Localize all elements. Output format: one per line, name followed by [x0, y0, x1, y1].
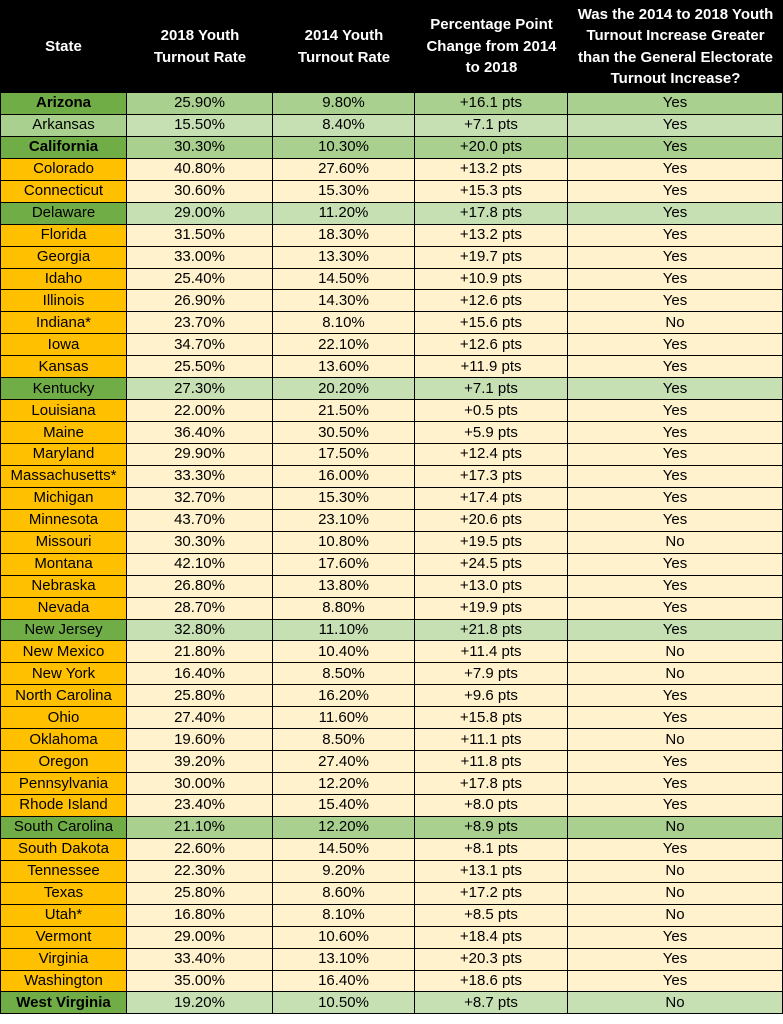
point-change-cell: +15.3 pts [415, 181, 568, 203]
youth-turnout-2018-cell: 39.20% [127, 751, 273, 773]
youth-turnout-2018-cell: 26.80% [127, 576, 273, 598]
greater-increase-cell: Yes [568, 159, 783, 181]
youth-turnout-2018-cell: 36.40% [127, 422, 273, 444]
greater-increase-cell: Yes [568, 795, 783, 817]
youth-turnout-2018-cell: 22.30% [127, 861, 273, 883]
youth-turnout-2014-cell: 14.30% [273, 290, 415, 312]
point-change-cell: +24.5 pts [415, 554, 568, 576]
youth-turnout-2014-cell: 11.60% [273, 707, 415, 729]
greater-increase-cell: Yes [568, 247, 783, 269]
youth-turnout-2014-cell: 15.30% [273, 181, 415, 203]
youth-turnout-2018-cell: 19.20% [127, 992, 273, 1014]
greater-increase-cell: Yes [568, 444, 783, 466]
youth-turnout-2018-cell: 29.00% [127, 203, 273, 225]
youth-turnout-2014-cell: 8.50% [273, 663, 415, 685]
youth-turnout-2014-cell: 23.10% [273, 510, 415, 532]
state-name-cell: Kansas [0, 356, 127, 378]
youth-turnout-2018-cell: 25.80% [127, 883, 273, 905]
state-name-cell: Kentucky [0, 378, 127, 400]
column-header-state: State [0, 0, 127, 93]
greater-increase-cell: Yes [568, 400, 783, 422]
state-name-cell: North Carolina [0, 685, 127, 707]
greater-increase-cell: No [568, 861, 783, 883]
greater-increase-cell: Yes [568, 290, 783, 312]
youth-turnout-2014-cell: 15.40% [273, 795, 415, 817]
youth-turnout-2014-cell: 20.20% [273, 378, 415, 400]
youth-turnout-2014-cell: 10.50% [273, 992, 415, 1014]
youth-turnout-2018-cell: 33.00% [127, 247, 273, 269]
youth-turnout-2014-cell: 22.10% [273, 334, 415, 356]
greater-increase-cell: Yes [568, 181, 783, 203]
youth-turnout-2018-cell: 16.80% [127, 905, 273, 927]
state-name-cell: New Mexico [0, 641, 127, 663]
greater-increase-cell: Yes [568, 707, 783, 729]
youth-turnout-2014-cell: 17.60% [273, 554, 415, 576]
greater-increase-cell: Yes [568, 225, 783, 247]
greater-increase-cell: No [568, 641, 783, 663]
youth-turnout-2014-cell: 17.50% [273, 444, 415, 466]
greater-increase-cell: Yes [568, 269, 783, 291]
youth-turnout-2018-cell: 32.70% [127, 488, 273, 510]
point-change-cell: +20.3 pts [415, 949, 568, 971]
state-name-cell: Pennsylvania [0, 773, 127, 795]
greater-increase-cell: Yes [568, 334, 783, 356]
state-name-cell: Oklahoma [0, 729, 127, 751]
point-change-cell: +0.5 pts [415, 400, 568, 422]
youth-turnout-2018-cell: 40.80% [127, 159, 273, 181]
point-change-cell: +13.2 pts [415, 159, 568, 181]
youth-turnout-2014-cell: 9.80% [273, 93, 415, 115]
youth-turnout-2018-cell: 27.30% [127, 378, 273, 400]
state-name-cell: Minnesota [0, 510, 127, 532]
greater-increase-cell: Yes [568, 576, 783, 598]
point-change-cell: +15.6 pts [415, 312, 568, 334]
youth-turnout-2018-cell: 25.80% [127, 685, 273, 707]
youth-turnout-2018-cell: 15.50% [127, 115, 273, 137]
greater-increase-cell: Yes [568, 685, 783, 707]
youth-turnout-2018-cell: 16.40% [127, 663, 273, 685]
state-name-cell: Connecticut [0, 181, 127, 203]
youth-turnout-2018-cell: 33.30% [127, 466, 273, 488]
point-change-cell: +17.2 pts [415, 883, 568, 905]
state-name-cell: Nevada [0, 598, 127, 620]
youth-turnout-2018-cell: 22.60% [127, 839, 273, 861]
point-change-cell: +20.6 pts [415, 510, 568, 532]
youth-turnout-2014-cell: 8.80% [273, 598, 415, 620]
state-name-cell: Maine [0, 422, 127, 444]
greater-increase-cell: Yes [568, 137, 783, 159]
youth-turnout-2014-cell: 8.40% [273, 115, 415, 137]
state-name-cell: Delaware [0, 203, 127, 225]
youth-turnout-2014-cell: 13.30% [273, 247, 415, 269]
greater-increase-cell: Yes [568, 839, 783, 861]
point-change-cell: +11.9 pts [415, 356, 568, 378]
youth-turnout-2018-cell: 27.40% [127, 707, 273, 729]
youth-turnout-2014-cell: 16.20% [273, 685, 415, 707]
greater-increase-cell: Yes [568, 927, 783, 949]
point-change-cell: +19.9 pts [415, 598, 568, 620]
greater-increase-cell: Yes [568, 488, 783, 510]
youth-turnout-2018-cell: 29.90% [127, 444, 273, 466]
youth-turnout-2018-cell: 25.50% [127, 356, 273, 378]
point-change-cell: +13.2 pts [415, 225, 568, 247]
youth-turnout-2018-cell: 42.10% [127, 554, 273, 576]
point-change-cell: +17.8 pts [415, 773, 568, 795]
point-change-cell: +13.1 pts [415, 861, 568, 883]
youth-turnout-2014-cell: 30.50% [273, 422, 415, 444]
state-name-cell: California [0, 137, 127, 159]
column-header-greater-increase: Was the 2014 to 2018 Youth Turnout Increase Greater than the General Electorate Turnout Increase? [568, 0, 783, 93]
point-change-cell: +8.0 pts [415, 795, 568, 817]
point-change-cell: +11.1 pts [415, 729, 568, 751]
greater-increase-cell: No [568, 532, 783, 554]
greater-increase-cell: No [568, 663, 783, 685]
greater-increase-cell: Yes [568, 971, 783, 993]
point-change-cell: +19.5 pts [415, 532, 568, 554]
state-name-cell: Oregon [0, 751, 127, 773]
state-name-cell: South Carolina [0, 817, 127, 839]
column-header-2014-youth-turnout: 2014 Youth Turnout Rate [273, 0, 415, 93]
youth-turnout-2018-cell: 21.10% [127, 817, 273, 839]
point-change-cell: +16.1 pts [415, 93, 568, 115]
state-name-cell: Louisiana [0, 400, 127, 422]
youth-turnout-2014-cell: 27.40% [273, 751, 415, 773]
greater-increase-cell: Yes [568, 554, 783, 576]
state-name-cell: Virginia [0, 949, 127, 971]
greater-increase-cell: No [568, 312, 783, 334]
state-name-cell: Colorado [0, 159, 127, 181]
state-name-cell: New York [0, 663, 127, 685]
point-change-cell: +8.9 pts [415, 817, 568, 839]
greater-increase-cell: Yes [568, 115, 783, 137]
point-change-cell: +5.9 pts [415, 422, 568, 444]
greater-increase-cell: Yes [568, 949, 783, 971]
youth-turnout-2014-cell: 11.20% [273, 203, 415, 225]
point-change-cell: +18.6 pts [415, 971, 568, 993]
point-change-cell: +12.6 pts [415, 290, 568, 312]
youth-turnout-2018-cell: 43.70% [127, 510, 273, 532]
youth-turnout-2014-cell: 8.50% [273, 729, 415, 751]
youth-turnout-2018-cell: 26.90% [127, 290, 273, 312]
greater-increase-cell: Yes [568, 751, 783, 773]
state-name-cell: Ohio [0, 707, 127, 729]
state-name-cell: New Jersey [0, 620, 127, 642]
youth-turnout-2014-cell: 13.80% [273, 576, 415, 598]
youth-turnout-2014-cell: 12.20% [273, 817, 415, 839]
youth-turnout-2018-cell: 30.30% [127, 137, 273, 159]
point-change-cell: +7.1 pts [415, 115, 568, 137]
greater-increase-cell: No [568, 883, 783, 905]
youth-turnout-2014-cell: 14.50% [273, 269, 415, 291]
youth-turnout-2014-cell: 10.30% [273, 137, 415, 159]
column-header-point-change: Percentage Point Change from 2014 to 2018 [415, 0, 568, 93]
greater-increase-cell: Yes [568, 510, 783, 532]
youth-turnout-2014-cell: 27.60% [273, 159, 415, 181]
column-header-2018-youth-turnout: 2018 Youth Turnout Rate [127, 0, 273, 93]
state-name-cell: South Dakota [0, 839, 127, 861]
point-change-cell: +8.7 pts [415, 992, 568, 1014]
youth-turnout-2014-cell: 16.00% [273, 466, 415, 488]
point-change-cell: +9.6 pts [415, 685, 568, 707]
youth-turnout-2014-cell: 10.40% [273, 641, 415, 663]
point-change-cell: +13.0 pts [415, 576, 568, 598]
point-change-cell: +20.0 pts [415, 137, 568, 159]
state-name-cell: Arizona [0, 93, 127, 115]
youth-turnout-2018-cell: 34.70% [127, 334, 273, 356]
youth-turnout-2018-cell: 31.50% [127, 225, 273, 247]
greater-increase-cell: Yes [568, 620, 783, 642]
point-change-cell: +17.8 pts [415, 203, 568, 225]
state-name-cell: West Virginia [0, 992, 127, 1014]
point-change-cell: +12.6 pts [415, 334, 568, 356]
greater-increase-cell: No [568, 729, 783, 751]
youth-turnout-2018-cell: 23.40% [127, 795, 273, 817]
point-change-cell: +11.8 pts [415, 751, 568, 773]
greater-increase-cell: No [568, 817, 783, 839]
youth-turnout-2018-cell: 21.80% [127, 641, 273, 663]
youth-turnout-2018-cell: 35.00% [127, 971, 273, 993]
state-name-cell: Idaho [0, 269, 127, 291]
state-name-cell: Illinois [0, 290, 127, 312]
point-change-cell: +8.1 pts [415, 839, 568, 861]
point-change-cell: +21.8 pts [415, 620, 568, 642]
point-change-cell: +17.3 pts [415, 466, 568, 488]
state-name-cell: Washington [0, 971, 127, 993]
greater-increase-cell: Yes [568, 466, 783, 488]
youth-turnout-2018-cell: 22.00% [127, 400, 273, 422]
youth-turnout-2014-cell: 16.40% [273, 971, 415, 993]
point-change-cell: +19.7 pts [415, 247, 568, 269]
youth-turnout-2014-cell: 12.20% [273, 773, 415, 795]
youth-turnout-2014-cell: 8.10% [273, 312, 415, 334]
youth-turnout-2014-cell: 14.50% [273, 839, 415, 861]
youth-turnout-2014-cell: 13.60% [273, 356, 415, 378]
point-change-cell: +7.1 pts [415, 378, 568, 400]
youth-turnout-2018-cell: 28.70% [127, 598, 273, 620]
youth-turnout-2014-cell: 11.10% [273, 620, 415, 642]
youth-turnout-2018-cell: 29.00% [127, 927, 273, 949]
state-name-cell: Massachusetts* [0, 466, 127, 488]
youth-turnout-2018-cell: 25.90% [127, 93, 273, 115]
greater-increase-cell: No [568, 992, 783, 1014]
youth-turnout-2018-cell: 32.80% [127, 620, 273, 642]
state-name-cell: Rhode Island [0, 795, 127, 817]
state-name-cell: Florida [0, 225, 127, 247]
state-name-cell: Montana [0, 554, 127, 576]
state-name-cell: Tennessee [0, 861, 127, 883]
youth-turnout-2018-cell: 30.30% [127, 532, 273, 554]
point-change-cell: +17.4 pts [415, 488, 568, 510]
point-change-cell: +12.4 pts [415, 444, 568, 466]
state-name-cell: Michigan [0, 488, 127, 510]
youth-turnout-2018-cell: 25.40% [127, 269, 273, 291]
youth-turnout-2014-cell: 21.50% [273, 400, 415, 422]
state-name-cell: Maryland [0, 444, 127, 466]
youth-turnout-2014-cell: 18.30% [273, 225, 415, 247]
point-change-cell: +11.4 pts [415, 641, 568, 663]
greater-increase-cell: Yes [568, 773, 783, 795]
point-change-cell: +18.4 pts [415, 927, 568, 949]
youth-turnout-2018-cell: 30.60% [127, 181, 273, 203]
state-name-cell: Vermont [0, 927, 127, 949]
greater-increase-cell: Yes [568, 93, 783, 115]
point-change-cell: +7.9 pts [415, 663, 568, 685]
youth-turnout-2018-cell: 33.40% [127, 949, 273, 971]
greater-increase-cell: Yes [568, 203, 783, 225]
youth-turnout-2014-cell: 10.60% [273, 927, 415, 949]
state-name-cell: Arkansas [0, 115, 127, 137]
greater-increase-cell: Yes [568, 598, 783, 620]
state-name-cell: Iowa [0, 334, 127, 356]
point-change-cell: +15.8 pts [415, 707, 568, 729]
state-name-cell: Texas [0, 883, 127, 905]
greater-increase-cell: Yes [568, 422, 783, 444]
youth-turnout-2014-cell: 8.60% [273, 883, 415, 905]
youth-turnout-2014-cell: 15.30% [273, 488, 415, 510]
youth-turnout-2014-cell: 10.80% [273, 532, 415, 554]
state-name-cell: Missouri [0, 532, 127, 554]
point-change-cell: +8.5 pts [415, 905, 568, 927]
state-name-cell: Indiana* [0, 312, 127, 334]
greater-increase-cell: Yes [568, 356, 783, 378]
youth-turnout-2014-cell: 8.10% [273, 905, 415, 927]
state-name-cell: Georgia [0, 247, 127, 269]
youth-turnout-2018-cell: 19.60% [127, 729, 273, 751]
state-name-cell: Nebraska [0, 576, 127, 598]
youth-turnout-2014-cell: 9.20% [273, 861, 415, 883]
greater-increase-cell: Yes [568, 378, 783, 400]
youth-turnout-2018-cell: 23.70% [127, 312, 273, 334]
greater-increase-cell: No [568, 905, 783, 927]
state-name-cell: Utah* [0, 905, 127, 927]
youth-turnout-2018-cell: 30.00% [127, 773, 273, 795]
youth-turnout-2014-cell: 13.10% [273, 949, 415, 971]
point-change-cell: +10.9 pts [415, 269, 568, 291]
